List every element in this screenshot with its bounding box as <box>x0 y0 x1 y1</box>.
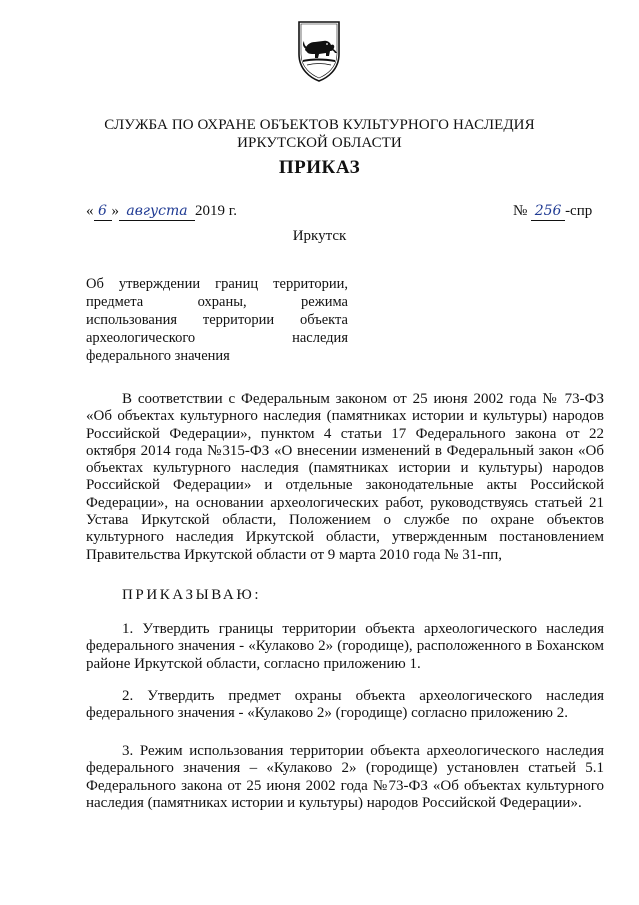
subject-line: использования территории объекта <box>86 312 348 328</box>
preamble-paragraph: В соответствии с Федеральным законом от 25 июня 2002 года № 73-ФЗ «Об объектах культурного наследия (памятниках истории и культуры) народов Российской Федерации», пунктом 4 статьи 17 Федерального закона от 22 октября 2014 года №315-ФЗ «О внесении изменений в Федеральный закон «Об объектах культурного наследия (памятниках истории и культуры) народов Российской Федерации» и отдельные законодательные акты Российской Федерации», на основании археологических работ, руководствуясь статьей 21 Устава Иркутской области, Положением о службе по охране объектов культурного наследия Иркутской области, утвержденным постановлением Правительства Иркутской области от 9 марта 2010 года № 31-пп, <box>86 391 604 563</box>
decree-heading: ПРИКАЗЫВАЮ: <box>122 587 262 603</box>
handwritten-day: 6 <box>94 202 112 221</box>
order-item-1: 1. Утвердить границы территории объекта археологического наследия федерального значения - «Кулаково 2» (городище), расположенного в Боханском районе Иркутской области, согласно приложению 1. <box>86 621 604 672</box>
order-subject <box>86 275 348 365</box>
subject-line: Об утверждении границ территории, <box>86 276 348 292</box>
subject-line: предмета охраны, режима <box>86 294 348 310</box>
number-suffix: -спр <box>565 203 593 219</box>
irkutsk-coat-of-arms-icon <box>297 20 341 82</box>
agency-name-line2: ИРКУТСКОЙ ОБЛАСТИ <box>237 135 402 151</box>
document-title: ПРИКАЗ <box>278 157 361 178</box>
close-quote: » <box>111 203 119 219</box>
order-number <box>513 202 592 221</box>
city-name: Иркутск <box>292 228 347 244</box>
order-year: 2019 г. <box>195 203 237 219</box>
subject-line: федерального значения <box>86 348 230 364</box>
agency-name-line1: СЛУЖБА ПО ОХРАНЕ ОБЪЕКТОВ КУЛЬТУРНОГО НАСЛЕДИЯ <box>104 117 535 133</box>
order-date <box>86 202 237 221</box>
number-prefix: № <box>513 203 528 219</box>
open-quote: « <box>86 203 94 219</box>
handwritten-number: 256 <box>531 202 565 221</box>
order-item-2: 2. Утвердить предмет охраны объекта археологического наследия федерального значения - «Кулаково 2» (городище) согласно приложению 2. <box>86 688 604 722</box>
handwritten-month: августа <box>119 202 195 221</box>
order-item-3: 3. Режим использования территории объекта археологического наследия федерального значения – «Кулаково 2» (городище) установлен статьей 5.1 Федерального закона от 25 июня 2002 года №73-ФЗ «Об объектах культурного наследия (памятниках истории и культуры) народов Российской Федерации». <box>86 743 604 811</box>
subject-line: археологического наследия <box>86 330 348 346</box>
